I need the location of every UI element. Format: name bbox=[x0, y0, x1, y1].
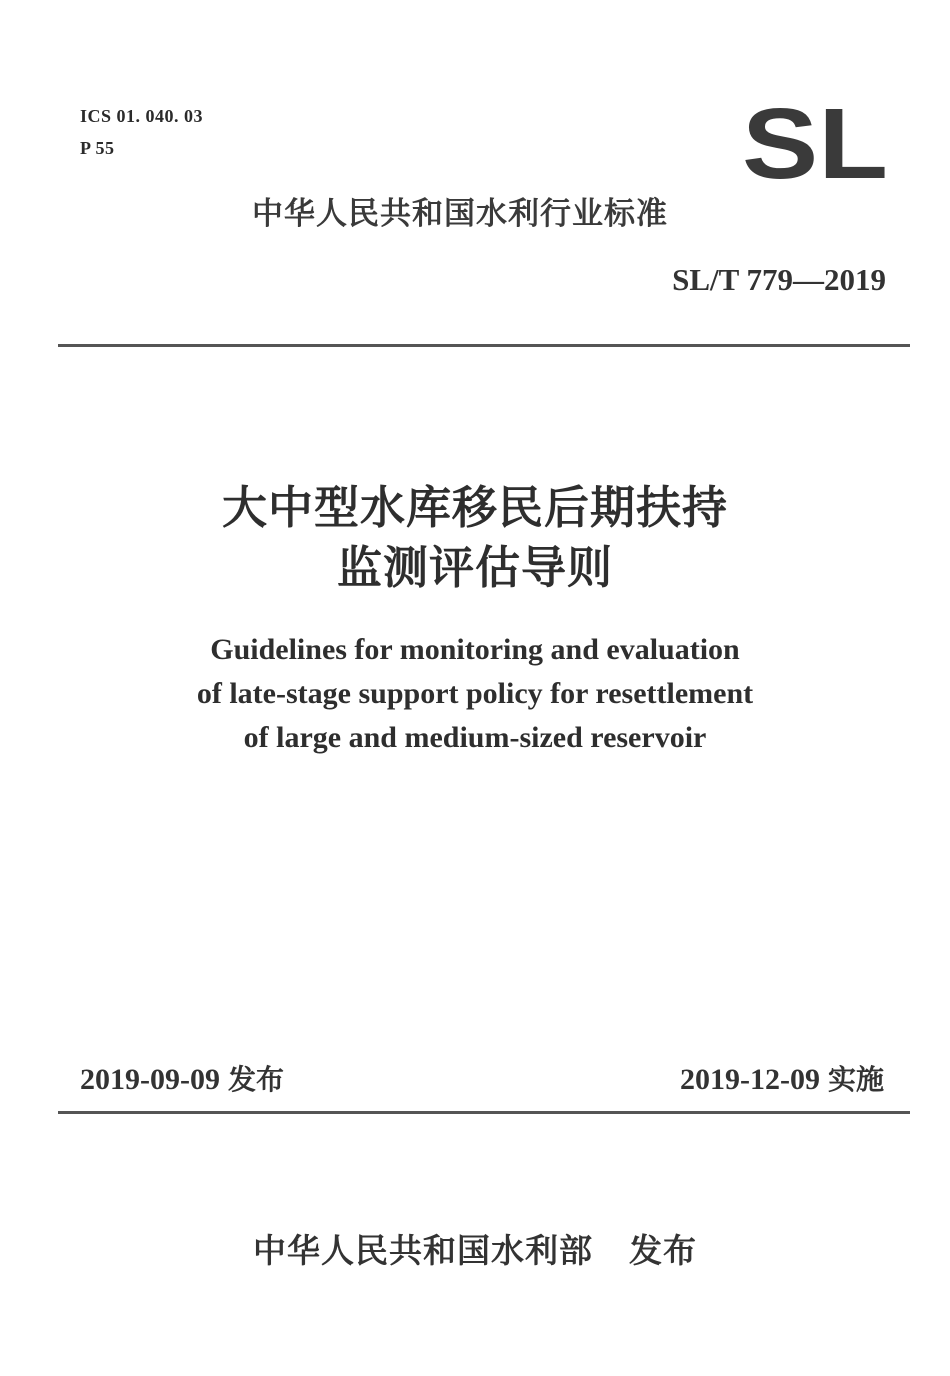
ccs-code: P 55 bbox=[80, 138, 115, 158]
publisher bbox=[0, 1225, 950, 1272]
implementation-date-label: 实施 bbox=[827, 1063, 884, 1096]
industry-standard-title: 中华人民共和国水利行业标准 bbox=[252, 196, 668, 232]
publisher-action: 发布 bbox=[629, 1231, 697, 1270]
publisher-name: 中华人民共和国水利部 bbox=[253, 1231, 593, 1270]
implementation-date bbox=[680, 1058, 884, 1098]
english-title-line-2: of late-stage support policy for resettlement bbox=[196, 677, 754, 710]
classification-codes bbox=[80, 100, 203, 164]
english-title-line-3: of large and medium-sized reservoir bbox=[243, 721, 707, 754]
english-title-line-1: Guidelines for monitoring and evaluation bbox=[210, 633, 740, 666]
english-title bbox=[0, 628, 950, 760]
issue-date-value: 2019-09-09 bbox=[80, 1063, 220, 1096]
sl-logo bbox=[742, 104, 888, 182]
issue-date-label: 发布 bbox=[227, 1063, 284, 1096]
standard-code: SL/T 779—2019 bbox=[672, 262, 886, 297]
chinese-title-line-1: 大中型水库移民后期扶持 bbox=[221, 481, 728, 534]
sl-logo-text: SL bbox=[742, 104, 888, 182]
implementation-date-value: 2019-12-09 bbox=[680, 1063, 820, 1096]
top-divider bbox=[58, 344, 910, 347]
ics-code: ICS 01. 040. 03 bbox=[80, 106, 204, 126]
chinese-title-line-2: 监测评估导则 bbox=[336, 541, 613, 594]
issue-date bbox=[80, 1058, 284, 1098]
chinese-title bbox=[0, 478, 950, 598]
bottom-divider bbox=[58, 1111, 910, 1114]
